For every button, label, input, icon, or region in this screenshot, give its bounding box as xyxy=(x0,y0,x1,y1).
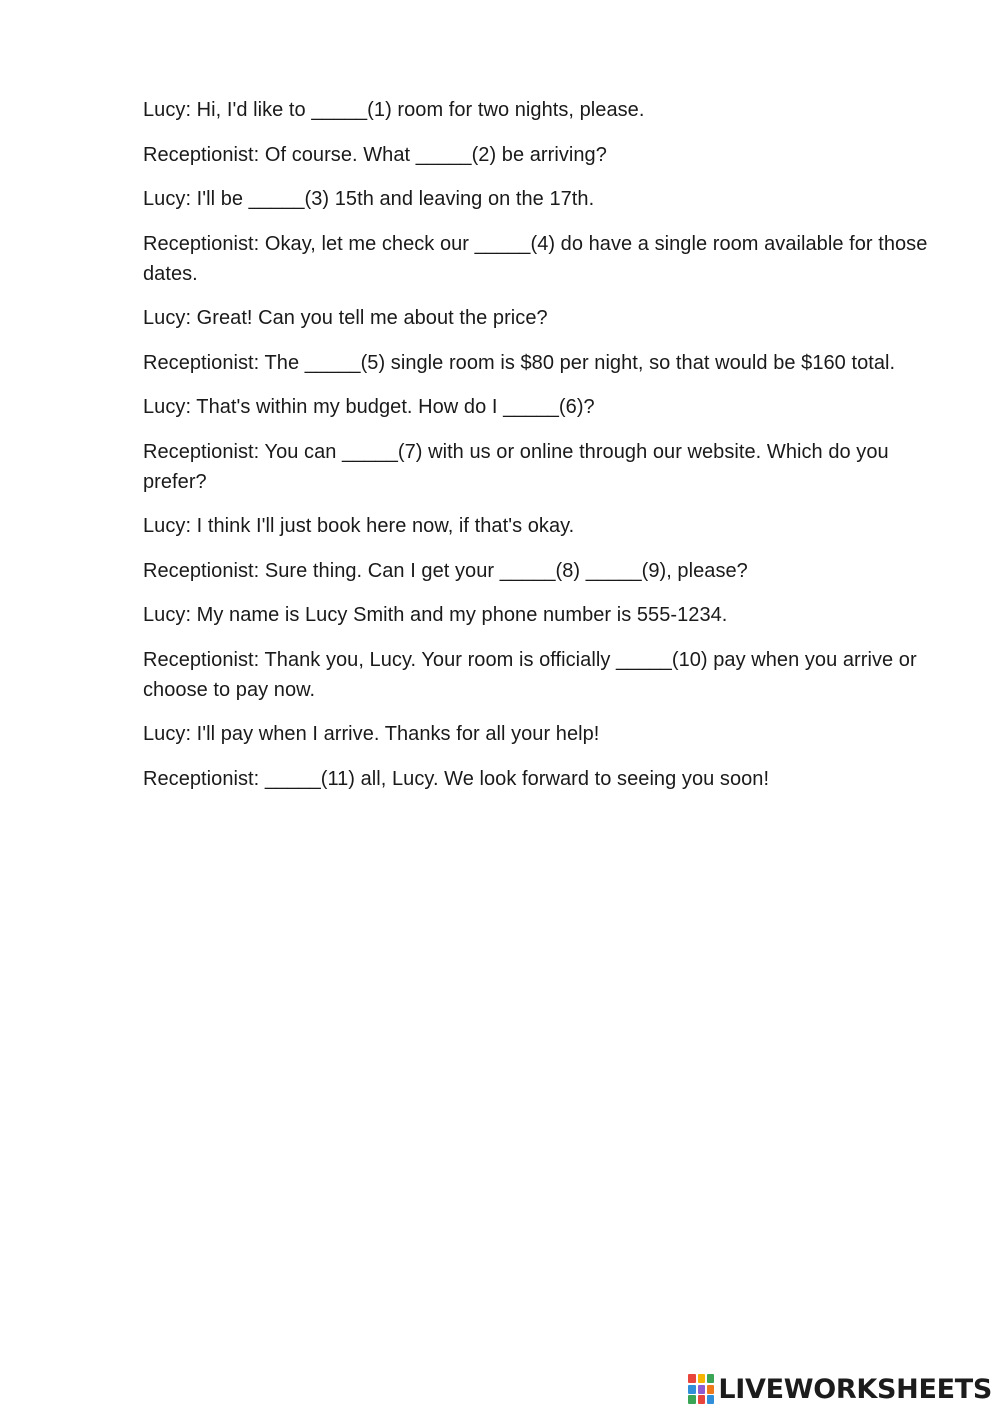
logo-cell xyxy=(688,1395,695,1404)
logo-cell xyxy=(707,1374,714,1383)
liveworksheets-logo[interactable] xyxy=(688,1371,992,1407)
dialogue-line-11: Lucy: My name is Lucy Smith and my phone number is 555-1234. xyxy=(143,604,728,626)
logo-cell xyxy=(698,1374,705,1383)
logo-cell xyxy=(707,1385,714,1394)
dialogue-line-5: Lucy: Great! Can you tell me about the price? xyxy=(143,307,548,329)
dialogue-line-10: Receptionist: Sure thing. Can I get your _____(8) _____(9), please? xyxy=(143,559,748,582)
dialogue-line-14: Receptionist: _____(11) all, Lucy. We look forward to seeing you soon! xyxy=(143,767,770,790)
logo-cell xyxy=(688,1374,695,1383)
worksheet-dialogue xyxy=(143,95,933,808)
dialogue-line-9: Lucy: I think I'll just book here now, if that's okay. xyxy=(143,515,575,537)
dialogue-line-8: Receptionist: You can _____(7) with us or online through our website. Which do you prefer? xyxy=(143,440,889,493)
liveworksheets-logo-icon xyxy=(688,1374,714,1404)
dialogue-line-3: Lucy: I'll be _____(3) 15th and leaving on the 17th. xyxy=(143,188,595,210)
liveworksheets-logo-text: LIVEWORKSHEETS xyxy=(718,1373,992,1405)
dialogue-line-12: Receptionist: Thank you, Lucy. Your room is officially _____(10) pay when you arrive or choose to pay now. xyxy=(143,648,917,701)
logo-cell xyxy=(698,1395,705,1404)
dialogue-line-2: Receptionist: Of course. What _____(2) be arriving? xyxy=(143,143,607,166)
logo-cell xyxy=(707,1395,714,1404)
dialogue-line-4: Receptionist: Okay, let me check our _____(4) do have a single room available for those dates. xyxy=(143,232,928,285)
logo-cell xyxy=(698,1385,705,1394)
dialogue-line-1: Lucy: Hi, I'd like to _____(1) room for two nights, please. xyxy=(143,99,645,121)
logo-cell xyxy=(688,1385,695,1394)
dialogue-line-6: Receptionist: The _____(5) single room is $80 per night, so that would be $160 total. xyxy=(143,351,896,374)
dialogue-line-7: Lucy: That's within my budget. How do I _____(6)? xyxy=(143,396,595,418)
dialogue-line-13: Lucy: I'll pay when I arrive. Thanks for all your help! xyxy=(143,723,600,745)
